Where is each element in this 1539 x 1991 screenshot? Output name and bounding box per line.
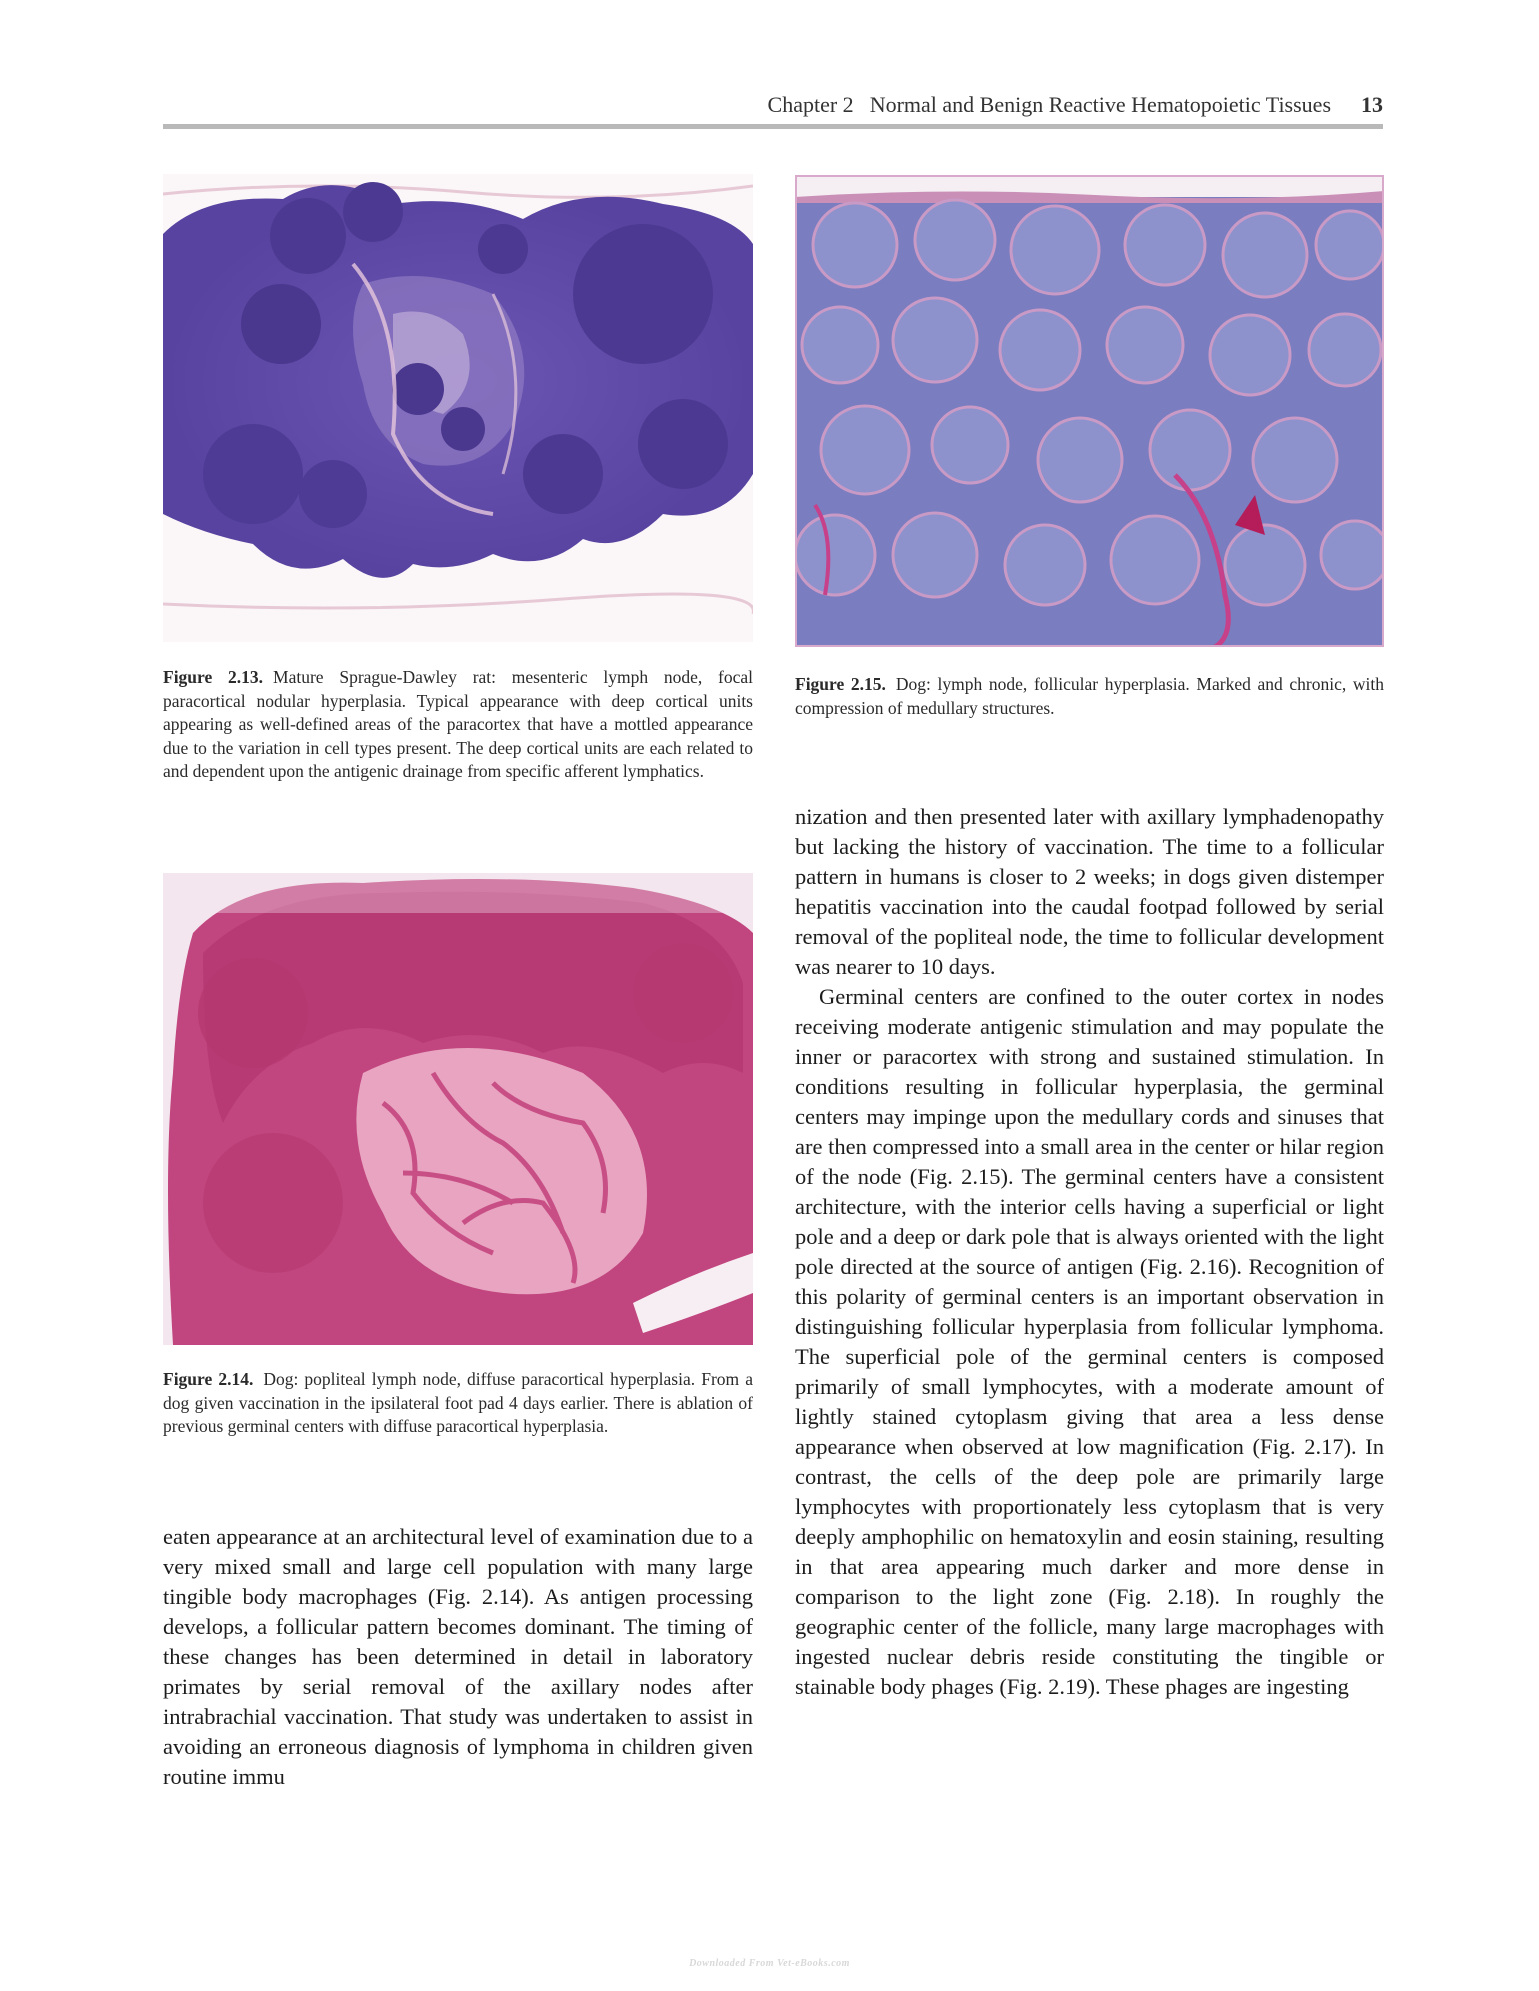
left-paragraph: eaten appearance at an architectural level of examination due to a very mixed small and large cell population with many large tingible body macrophages (Fig. 2.14). As antigen processing develops, a follicular pattern becomes dominant. The timing of these changes has been determined in detail in laboratory primates by serial removal of the axillary nodes after intrabrachial vaccination. That study was undertaken to assist in avoiding an erroneous diagnosis of lymphoma in children given routine immu (163, 1524, 753, 1789)
figure-2-13-caption (163, 666, 753, 784)
figure-2-13-label: Figure 2.13. (163, 667, 264, 687)
right-column-text (795, 802, 1384, 1702)
chapter-title: Normal and Benign Reactive Hematopoietic Tissues (869, 92, 1331, 117)
figure-2-15-caption-text: Dog: lymph node, follicular hyperplasia. Marked and chronic, with compression of medullary structures. (795, 674, 1384, 718)
figure-2-15-label: Figure 2.15. (795, 674, 886, 694)
figure-2-14-caption-text: Dog: popliteal lymph node, diffuse paracortical hyperplasia. From a dog given vaccination in the ipsilateral foot pad 4 days earlier. There is ablation of previous germinal centers with diffuse paracortical hyperplasia. (163, 1369, 753, 1436)
figure-2-13-image (163, 174, 753, 642)
figure-2-14-label: Figure 2.14. (163, 1369, 254, 1389)
right-paragraph-2: Germinal centers are confined to the outer cortex in nodes receiving moderate antigenic stimulation and may populate the inner or paracortex with strong and sustained stimulation. In conditions resulting in follicular hyperplasia, the germinal centers may impinge upon the medullary cords and sinuses that are then compressed into a small area in the center or hilar region of the node (Fig. 2.15). The germinal centers have a consistent architecture, with the interior cells having a superficial or light pole and a deep or dark pole that is always oriented with the light pole directed at the source of antigen (Fig. 2.16). Recognition of this polarity of germinal centers is an important observation in distinguishing follicular hyperplasia from follicular lymphoma. The superficial pole of the germinal centers is composed primarily of small lymphocytes, with a moderate amount of lightly stained cytoplasm giving that area a less dense appearance when observed at low magnification (Fig. 2.17). In contrast, the cells of the deep pole are primarily large lymphocytes with proportionately less cytoplasm that is very deeply amphophilic on hematoxylin and eosin staining, resulting in that area appearing much darker and more dense in comparison to the light zone (Fig. 2.18). In roughly the geographic center of the follicle, many large macrophages with ingested nuclear debris reside constituting the tingible or stainable body phages (Fig. 2.19). These phages are ingesting (795, 984, 1384, 1699)
watermark: Downloaded From Vet-eBooks.com (689, 1958, 850, 1969)
right-paragraph-1: nization and then presented later with axillary lymphadenopathy but lacking the history of vaccination. The time to a follicular pattern in humans is closer to 2 weeks; in dogs given distemper hepatitis vaccination into the caudal footpad followed by serial removal of the popliteal node, the time to follicular development was nearer to 10 days. (795, 804, 1384, 979)
figure-2-13-caption-text: Mature Sprague-Dawley rat: mesenteric lymph node, focal paracortical nodular hyperplasia. Typical appearance with deep cortical units appearing as well-defined areas of the paracortex that have a mottled appearance due to the variation in cell types present. The deep cortical units are each related to and dependent upon the antigenic drainage from specific afferent lymphatics. (163, 667, 753, 781)
figure-2-15-image (795, 175, 1384, 647)
figure-2-14-image (163, 873, 753, 1345)
figure-2-15-caption (795, 673, 1384, 720)
header-rule (163, 124, 1383, 129)
page-number: 13 (1361, 92, 1383, 117)
figure-2-14-caption (163, 1368, 753, 1439)
running-head (163, 92, 1383, 122)
chapter-label: Chapter 2 (767, 92, 854, 117)
left-column-text (163, 1522, 753, 1792)
